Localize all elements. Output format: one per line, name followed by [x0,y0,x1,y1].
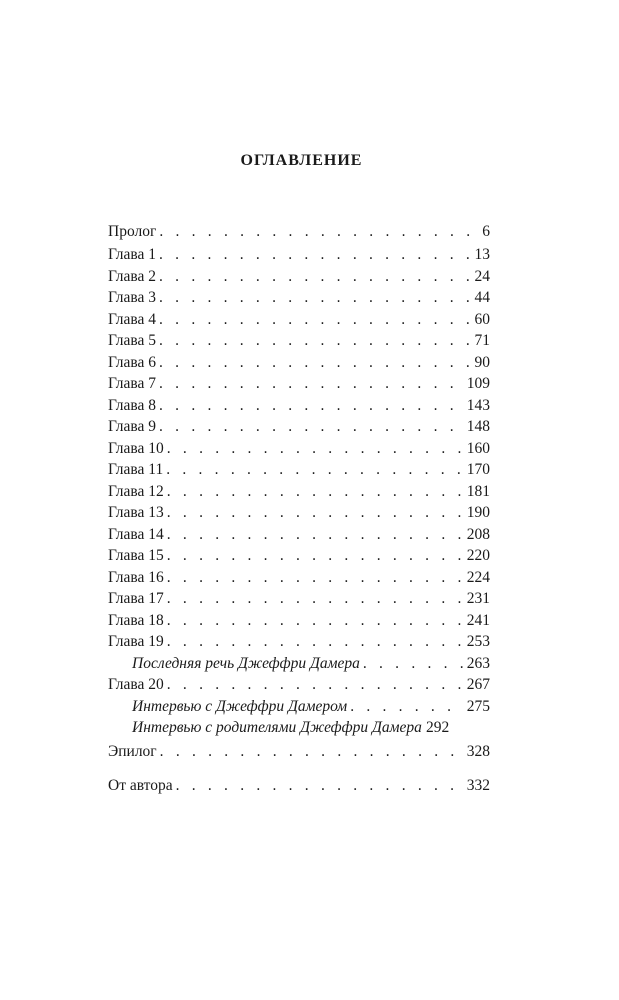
toc-entry-label: Интервью с родителями Джеффри Дамера [132,719,422,736]
toc-entry-page: 275 [466,697,490,715]
toc-entry-page: 170 [466,461,490,478]
toc-entry-label: Глава 8 [108,396,157,414]
dot-leader [159,416,464,438]
toc-entry[interactable] [108,287,490,309]
toc-entry-label: Глава 13 [108,504,164,521]
toc-entry-page: 44 [474,289,490,306]
toc-entry-page: 160 [466,439,490,457]
toc-entry[interactable] [108,653,490,675]
toc-entry[interactable] [108,524,490,546]
toc-entry-page: 143 [466,396,490,414]
toc-entry-page: 24 [474,267,490,285]
dot-leader [167,481,464,503]
toc-entry-label: Глава 6 [108,353,157,371]
toc-entry-label: Глава 7 [108,375,157,392]
toc-entry-label: Глава 19 [108,633,164,650]
dot-leader [167,674,464,696]
toc-entry[interactable] [108,438,490,460]
dot-leader [160,741,464,763]
toc-entry[interactable] [108,459,490,481]
toc-entry[interactable] [108,373,490,395]
toc-entry-label: Глава 10 [108,439,164,457]
toc-entry-label: Глава 2 [108,267,157,285]
toc-entry[interactable] [108,266,490,288]
dot-leader [159,287,471,309]
toc-entry-page: 241 [466,611,490,629]
dot-leader [159,330,471,352]
toc-entry[interactable] [108,502,490,524]
toc-entry-page: 292 [425,719,450,736]
toc-title: ОГЛАВЛЕНИЕ [240,152,363,169]
toc-entry-label: Глава 3 [108,289,157,306]
toc-entry[interactable] [108,416,490,438]
toc-entry[interactable] [108,674,490,696]
dot-leader [159,373,464,395]
toc-entry-page: 13 [474,246,490,263]
toc-entry-label: Глава 1 [108,246,157,263]
toc-entry[interactable] [108,588,490,610]
dot-leader [159,352,471,374]
toc-entry-label: Глава 15 [108,547,164,564]
toc-entry[interactable] [108,775,490,797]
toc-entry[interactable] [108,330,490,352]
toc-entry-label: Пролог [108,223,157,240]
toc-entry-page: 224 [466,568,490,586]
dot-leader [159,395,464,417]
toc-entry-page: 208 [466,525,490,543]
toc-entry-label: Глава 4 [108,310,157,328]
toc-entry-label: Глава 20 [108,676,164,693]
toc-entry-label: Последняя речь Джеффри Дамера [132,654,360,672]
toc-entry-page: 90 [474,353,490,371]
toc-entry[interactable] [108,395,490,417]
toc-entry-label: Глава 12 [108,482,164,500]
dot-leader [167,524,464,546]
toc-entry[interactable] [108,244,490,266]
dot-leader [167,502,464,524]
toc-entry[interactable] [108,696,490,718]
dot-leader [167,631,464,653]
toc-entry-label: От автора [108,777,173,794]
toc-entry-page: 328 [466,743,490,760]
toc-entry-page: 231 [466,590,490,607]
dot-leader [167,545,464,567]
toc-entry-page: 253 [466,633,490,650]
dot-leader [159,309,471,331]
toc-entry-label: Глава 11 [108,461,164,478]
toc-entry-label: Эпилог [108,743,157,760]
toc-entry-page: 109 [466,375,490,392]
dot-leader [159,244,471,266]
toc-entry-label: Глава 9 [108,418,157,435]
dot-leader [167,438,464,460]
toc-entry[interactable] [108,481,490,503]
toc-entry-page: 6 [482,223,490,240]
toc-entry[interactable] [108,545,490,567]
toc-entry[interactable] [108,309,490,331]
table-of-contents [108,221,490,797]
toc-entry[interactable] [108,352,490,374]
dot-leader [159,266,471,288]
dot-leader [350,696,464,718]
toc-entry-page: 267 [466,676,490,693]
dot-leader [159,221,479,243]
toc-entry-page: 71 [474,332,490,349]
toc-entry-label: Глава 18 [108,611,164,629]
toc-entry-page: 263 [466,654,490,672]
dot-leader [167,588,464,610]
toc-entry-page: 332 [466,777,490,794]
toc-entry[interactable] [108,221,490,243]
toc-entry-label: Глава 17 [108,590,164,607]
toc-entry-page: 220 [466,547,490,564]
toc-entry[interactable] [108,631,490,653]
toc-entry-page: 190 [466,504,490,521]
toc-entry-page: 148 [466,418,490,435]
toc-entry-page: 181 [466,482,490,500]
toc-entry-label: Глава 14 [108,525,164,543]
toc-entry-label: Интервью с Джеффри Дамером [132,697,348,715]
toc-entry-label: Глава 5 [108,332,157,349]
toc-entry[interactable] [108,610,490,632]
toc-entry[interactable] [108,567,490,589]
toc-entry-label: Глава 16 [108,568,164,586]
toc-entry-page: 60 [474,310,490,328]
toc-entry[interactable] [108,741,490,763]
dot-leader [176,775,464,797]
dot-leader [167,567,464,589]
dot-leader [166,459,464,481]
dot-leader [167,610,464,632]
dot-leader [363,653,464,675]
toc-entry[interactable] [108,717,490,739]
